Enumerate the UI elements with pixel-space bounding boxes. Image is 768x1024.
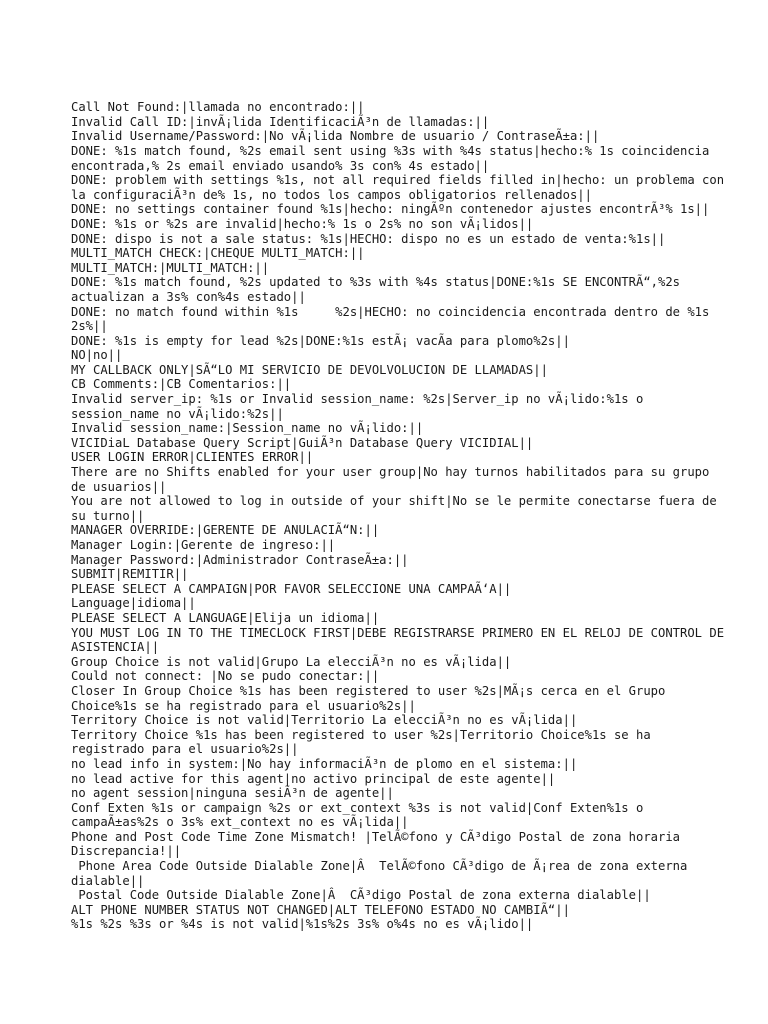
text-line: DONE: dispo is not a sale status: %1s|HECHO: dispo no es un estado de venta:%1s|| — [71, 231, 666, 246]
text-line: DONE: no match found within %1s %2s|HECHO: no coincidencia encontrada dentro de %1s 2s%|| — [71, 304, 717, 334]
text-line: Phone and Post Code Time Zone Mismatch! |TelÃ©fono y CÃ³digo Postal de zona horaria Discrepancia!|| — [71, 829, 688, 859]
text-line: Invalid server_ip: %1s or Invalid session_name: %2s|Server_ip no vÃ¡lido:%1s o session_name no vÃ¡lido:%2s|| — [71, 392, 651, 421]
text-line: YOU MUST LOG IN TO THE TIMECLOCK FIRST|DEBE REGISTRARSE PRIMERO EN EL RELOJ DE CONTROL DE ASISTENCIA|| — [71, 625, 732, 655]
text-line: Territory Choice %1s has been registered to user %2s|Territorio Choice%1s se ha registrado para el usuario%2s|| — [71, 727, 659, 757]
text-line: Territory Choice is not valid|Territorio La elecciÃ³n no es vÃ¡lida|| — [71, 713, 578, 728]
text-line: Language|idioma|| — [71, 596, 196, 611]
text-line: Postal Code Outside Dialable Zone|Â CÃ³digo Postal de zona externa dialable|| — [71, 888, 651, 903]
text-line: Invalid Call ID:|invÃ¡lida IdentificaciÃ³n de llamadas:|| — [71, 114, 490, 129]
text-line: no agent session|ninguna sesiÃ³n de agente|| — [71, 786, 394, 801]
text-line: SUBMIT|REMITIR|| — [71, 567, 189, 582]
text-line: MULTI_MATCH CHECK:|CHEQUE MULTI_MATCH:|| — [71, 246, 365, 261]
text-line: USER LOGIN ERROR|CLIENTES ERROR|| — [71, 450, 314, 465]
text-line: DONE: %1s is empty for lead %2s|DONE:%1s estÃ¡ vacÃa para plomo%2s|| — [71, 333, 570, 348]
text-line: MY CALLBACK ONLY|SÃ“LO MI SERVICIO DE DEVOLVOLUCION DE LLAMADAS|| — [71, 362, 548, 377]
text-line: DONE: no settings container found %1s|hecho: ningÃºn contenedor ajustes encontrÃ³% 1s|| — [71, 202, 710, 217]
document-text — [71, 100, 731, 932]
text-line: Closer In Group Choice %1s has been registered to user %2s|MÃ¡s cerca en el Grupo Choice%1s se ha registrado para el usuario%2s|| — [71, 683, 673, 713]
text-line: MULTI_MATCH:|MULTI_MATCH:|| — [71, 260, 270, 275]
text-line: You are not allowed to log in outside of your shift|No se le permite conectarse fuera de su turno|| — [71, 494, 725, 523]
text-line: ALT PHONE NUMBER STATUS NOT CHANGED|ALT TELEFONO ESTADO NO CAMBIÃ“|| — [71, 902, 570, 917]
text-line: DONE: %1s or %2s are invalid|hecho:% 1s o 2s% no son vÃ¡lidos|| — [71, 216, 534, 231]
text-line: no lead info in system:|No hay informaciÃ³n de plomo en el sistema:|| — [71, 756, 578, 771]
text-line: NO|no|| — [71, 348, 123, 363]
text-line: Invalid Username/Password:|No vÃ¡lida Nombre de usuario / ContraseÃ±a:|| — [71, 129, 600, 144]
text-line: Group Choice is not valid|Grupo La elecciÃ³n no es vÃ¡lida|| — [71, 654, 512, 669]
text-line: CB Comments:|CB Comentarios:|| — [71, 377, 292, 392]
text-line: PLEASE SELECT A CAMPAIGN|POR FAVOR SELECCIONE UNA CAMPAÃ‘A|| — [71, 581, 512, 596]
text-line: Manager Password:|Administrador ContraseÃ±a:|| — [71, 552, 409, 567]
text-line: DONE: problem with settings %1s, not all required fields filled in|hecho: un problema con la configuraciÃ³n de% 1s, no todos los campos obligatorios rellenados|| — [71, 173, 732, 202]
text-line: no lead active for this agent|no activo principal de este agente|| — [71, 771, 556, 786]
text-line: Could not connect: |No se pudo conectar:|| — [71, 669, 380, 684]
text-line: DONE: %1s match found, %2s email sent using %3s with %4s status|hecho:% 1s coincidencia encontrada,% 2s email enviado usando% 3s con% 4s estado|| — [71, 143, 717, 173]
text-line: MANAGER OVERRIDE:|GERENTE DE ANULACIÃ“N:|| — [71, 523, 380, 538]
text-line: PLEASE SELECT A LANGUAGE|Elija un idioma|| — [71, 610, 380, 625]
text-line: Invalid session_name:|Session_name no vÃ¡lido:|| — [71, 421, 424, 436]
text-line: VICIDiaL Database Query Script|GuiÃ³n Database Query VICIDIAL|| — [71, 435, 534, 450]
text-line: %1s %2s %3s or %4s is not valid|%1s%2s 3s% o%4s no es vÃ¡lido|| — [71, 917, 534, 932]
document-page — [71, 71, 731, 947]
text-line: There are no Shifts enabled for your user group|No hay turnos habilitados para su grupo de usuarios|| — [71, 465, 717, 494]
text-line: Conf Exten %1s or campaign %2s or ext_context %3s is not valid|Conf Exten%1s o campaÃ±as%2s o 3s% ext_context no es vÃ¡lida|| — [71, 800, 651, 830]
text-line: Call Not Found:|llamada no encontrado:|| — [71, 100, 365, 115]
text-line: Manager Login:|Gerente de ingreso:|| — [71, 538, 336, 552]
text-line: DONE: %1s match found, %2s updated to %3s with %4s status|DONE:%1s SE ENCONTRÃ“,%2s actualizan a 3s% con%4s estado|| — [71, 275, 688, 304]
text-line: Phone Area Code Outside Dialable Zone|Â TelÃ©fono CÃ³digo de Ã¡rea de zona externa dialable|| — [71, 859, 695, 888]
